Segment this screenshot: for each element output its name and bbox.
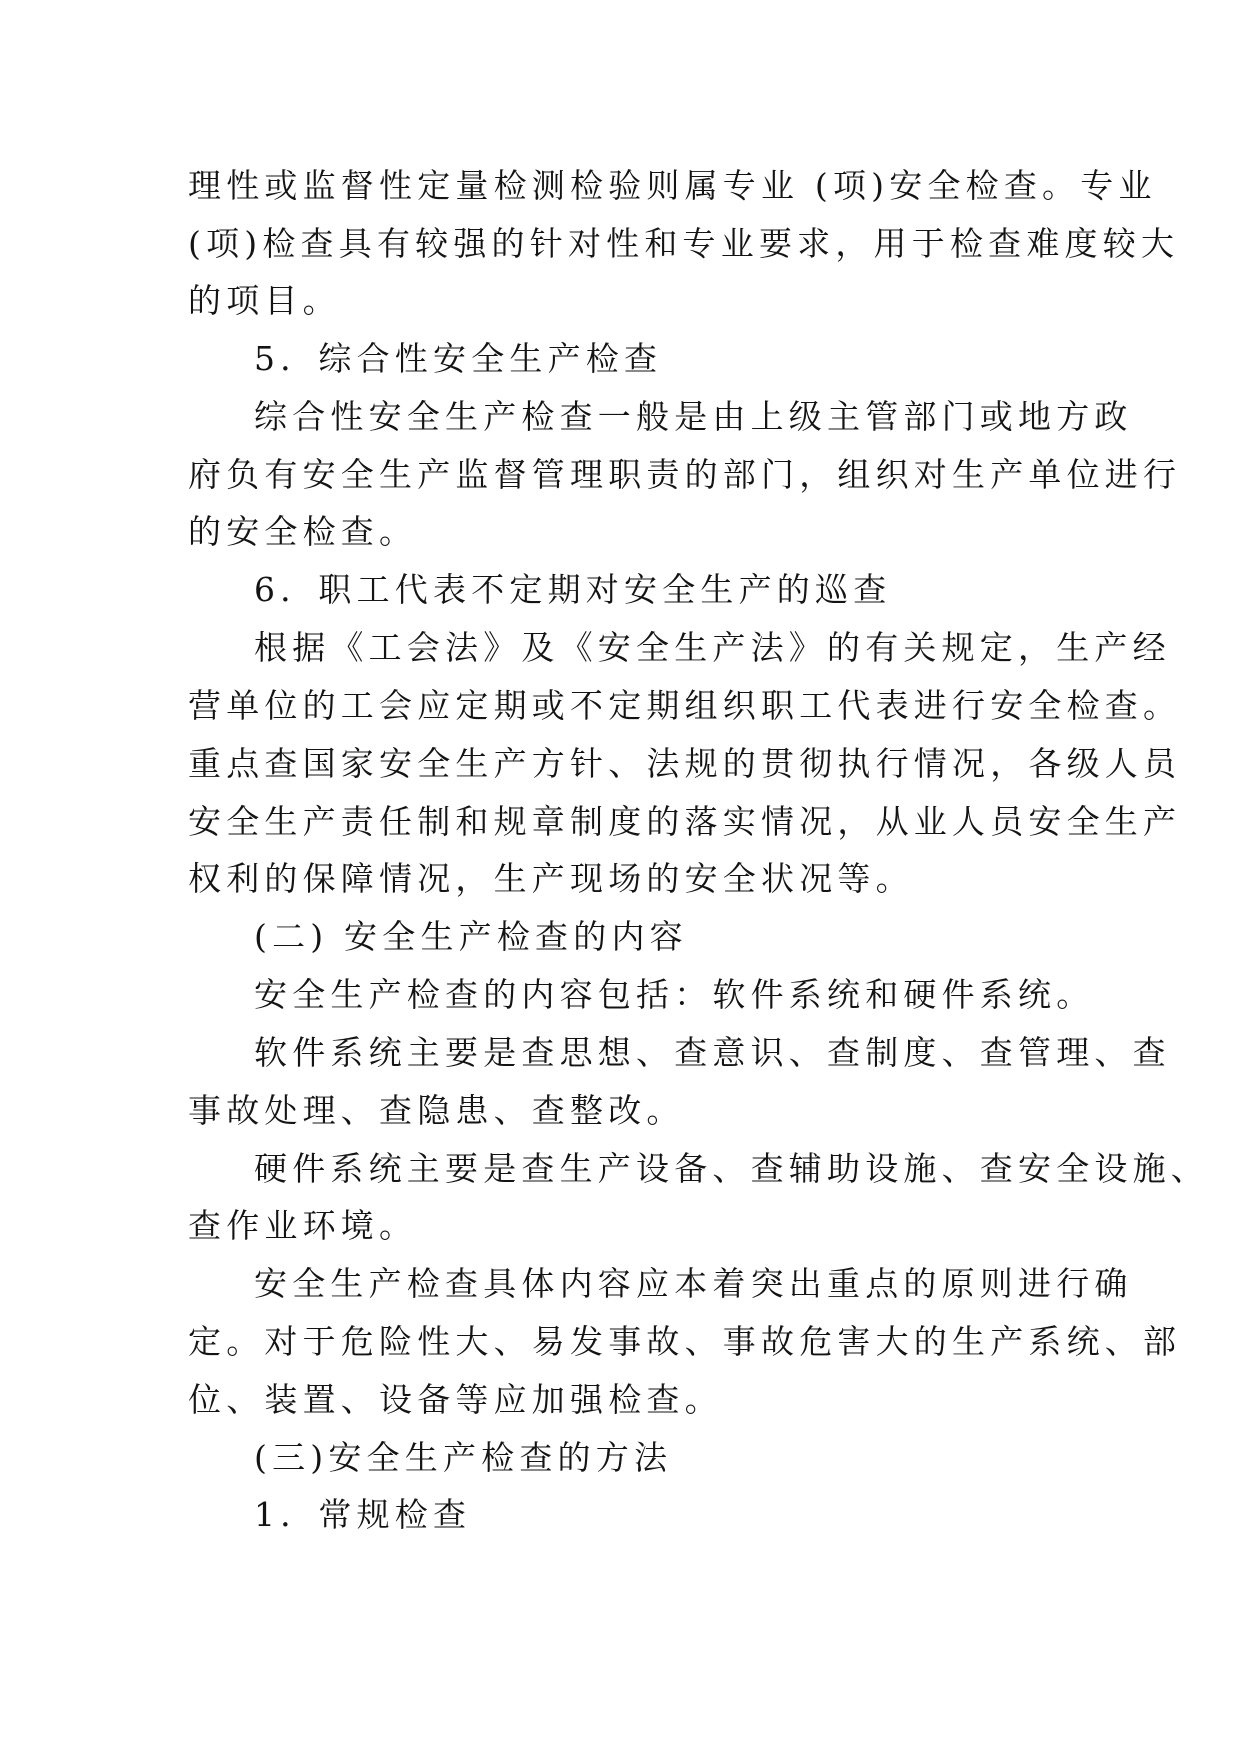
- section-heading: (二) 安全生产检查的内容: [254, 917, 688, 956]
- text-line: 安全生产检查具体内容应本着突出重点的原则进行确: [254, 1264, 1133, 1303]
- text-line: 营单位的工会应定期或不定期组织职工代表进行安全检查。: [188, 686, 1182, 725]
- text-line: 府负有安全生产监督管理职责的部门，组织对生产单位进行: [188, 455, 1182, 494]
- text-line: 综合性安全生产检查一般是由上级主管部门或地方政: [254, 397, 1133, 436]
- text-line: 软件系统主要是查思想、查意识、查制度、查管理、查: [254, 1033, 1171, 1072]
- section-heading: 5．综合性安全生产检查: [254, 339, 663, 378]
- text-line: 的安全检查。: [188, 512, 418, 551]
- section-heading: 6．职工代表不定期对安全生产的巡查: [254, 570, 892, 609]
- text-line: 位、装置、设备等应加强检查。: [188, 1380, 723, 1419]
- text-line: 安全生产责任制和规章制度的落实情况，从业人员安全生产: [188, 802, 1182, 841]
- text-line: 权利的保障情况，生产现场的安全状况等。: [188, 859, 914, 898]
- text-line: 根据《工会法》及《安全生产法》的有关规定，生产经: [254, 628, 1171, 667]
- text-line: 查作业环境。: [188, 1206, 418, 1245]
- section-heading: (三)安全生产检查的方法: [254, 1438, 673, 1477]
- text-line: 定。对于危险性大、易发事故、事故危害大的生产系统、部: [188, 1322, 1182, 1361]
- text-line: (项)检查具有较强的针对性和专业要求，用于检查难度较大: [188, 224, 1180, 263]
- section-heading: 1．常规检查: [254, 1495, 472, 1534]
- text-line: 理性或监督性定量检测检验则属专业 (项)安全检查。专业: [188, 166, 1157, 205]
- text-line: 重点查国家安全生产方针、法规的贯彻执行情况，各级人员: [188, 744, 1182, 783]
- text-line: 事故处理、查隐患、查整改。: [188, 1091, 685, 1130]
- text-line: 的项目。: [188, 281, 341, 320]
- text-line: 安全生产检查的内容包括：软件系统和硬件系统。: [254, 975, 1095, 1014]
- text-line: 硬件系统主要是查生产设备、查辅助设施、查安全设施、: [254, 1149, 1209, 1188]
